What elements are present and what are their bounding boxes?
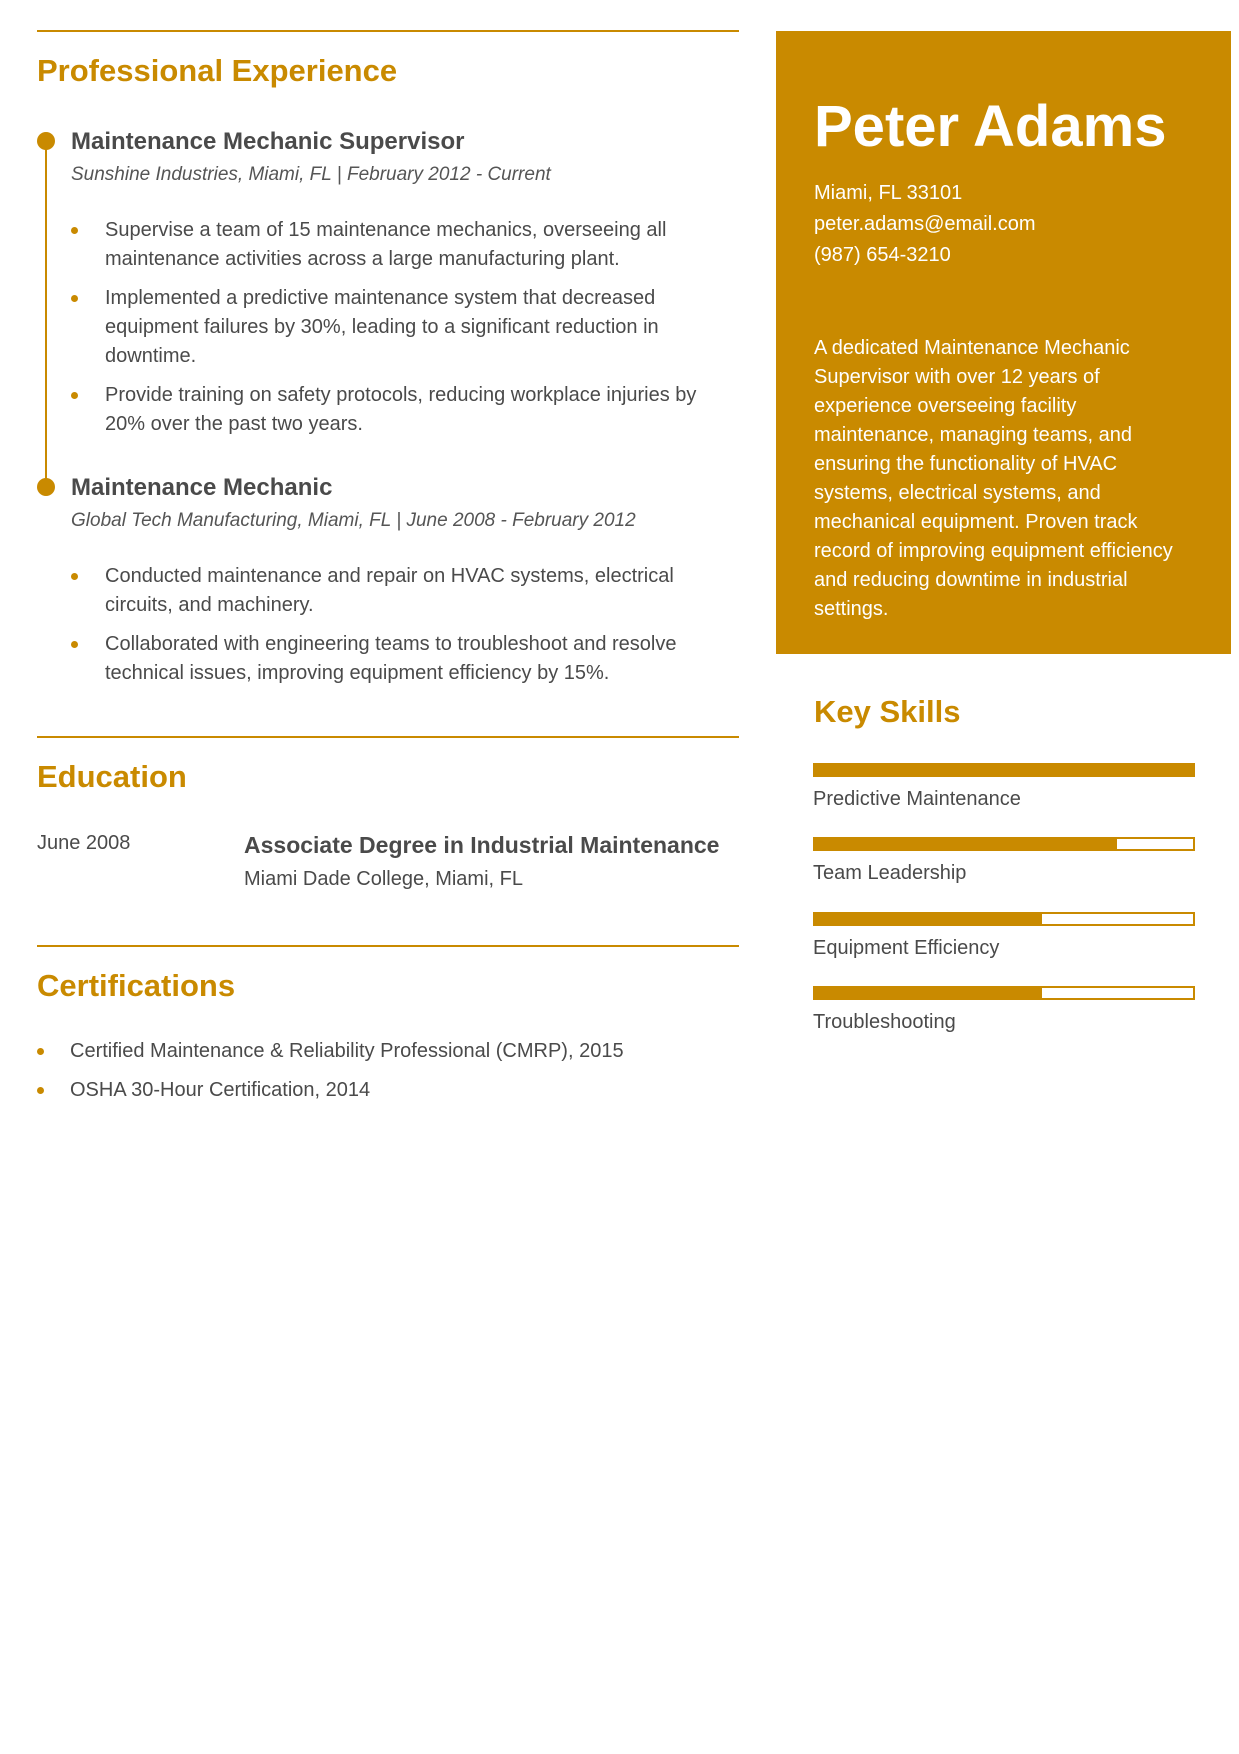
certification-text: Certified Maintenance & Reliability Professional (CMRP), 2015 [70,1040,624,1062]
bullet-icon [71,641,78,648]
experience-divider [37,30,739,32]
bullet-text: Collaborated with engineering teams to troubleshoot and resolve technical issues, improving equipment efficiency by 15%. [105,633,677,684]
bullet-icon [37,1048,44,1055]
skill-bar [813,912,1195,926]
bullet-icon [37,1087,44,1094]
certifications-heading: Certifications [37,968,236,1003]
skills-heading: Key Skills [814,694,961,729]
skill-label: Team Leadership [813,862,967,884]
certifications-list [37,1037,737,1115]
profile-panel [776,31,1231,654]
certifications-divider [37,945,739,947]
list-item [37,1037,737,1066]
list-item [37,1076,737,1105]
job-title: Maintenance Mechanic Supervisor [71,128,465,155]
contact-phone[interactable]: (987) 654-3210 [814,244,951,266]
job-meta: Sunshine Industries, Miami, FL | February 2012 - Current [71,164,551,185]
skill-bar [813,986,1195,1000]
skill-bar [813,763,1195,777]
bullet-icon [71,295,78,302]
experience-timeline [45,140,47,485]
job-meta: Global Tech Manufacturing, Miami, FL | June 2008 - February 2012 [71,510,636,531]
skill-item [813,912,1195,960]
skill-bar-fill [815,839,1117,849]
bullet-icon [71,573,78,580]
job-title: Maintenance Mechanic [71,474,333,501]
skill-bar [813,837,1195,851]
bullet-icon [71,392,78,399]
candidate-name: Peter Adams [814,94,1167,159]
job-bullets [71,216,711,449]
list-item [71,630,711,688]
list-item [71,216,711,274]
timeline-dot-icon [37,478,55,496]
profile-summary: A dedicated Maintenance Mechanic Supervisor with over 12 years of experience overseeing facility maintenance, managing teams, and ensuring the functionality of HVAC systems, electrical systems, and mechanical equipment. Proven track record of improving equipment efficiency and reducing downtime in industrial settings. [814,337,1173,620]
bullet-icon [71,227,78,234]
timeline-dot-icon [37,132,55,150]
education-degree: Associate Degree in Industrial Maintenance [244,832,720,858]
bullet-text: Provide training on safety protocols, reducing workplace injuries by 20% over the past two years. [105,384,697,435]
list-item [71,284,711,371]
job-bullets [71,562,711,698]
experience-heading: Professional Experience [37,53,398,88]
education-divider [37,736,739,738]
bullet-text: Conducted maintenance and repair on HVAC systems, electrical circuits, and machinery. [105,565,674,616]
skill-label: Equipment Efficiency [813,937,1000,959]
bullet-text: Implemented a predictive maintenance system that decreased equipment failures by 30%, leading to a significant reduction in downtime. [105,287,659,367]
certification-text: OSHA 30-Hour Certification, 2014 [70,1079,371,1101]
skill-label: Troubleshooting [813,1011,956,1033]
skill-item [813,837,1195,885]
skill-bar-fill [815,988,1042,998]
education-school: Miami Dade College, Miami, FL [244,868,523,890]
skill-bar-fill [815,914,1042,924]
contact-address: Miami, FL 33101 [814,182,963,204]
education-date: June 2008 [37,832,131,854]
bullet-text: Supervise a team of 15 maintenance mechanics, overseeing all maintenance activities across a large manufacturing plant. [105,219,667,270]
skill-item [813,986,1195,1034]
contact-email[interactable]: peter.adams@email.com [814,213,1036,235]
education-heading: Education [37,759,187,794]
skill-item [813,763,1195,811]
skill-bar-fill [815,765,1193,775]
skill-label: Predictive Maintenance [813,788,1021,810]
list-item [71,562,711,620]
list-item [71,381,711,439]
